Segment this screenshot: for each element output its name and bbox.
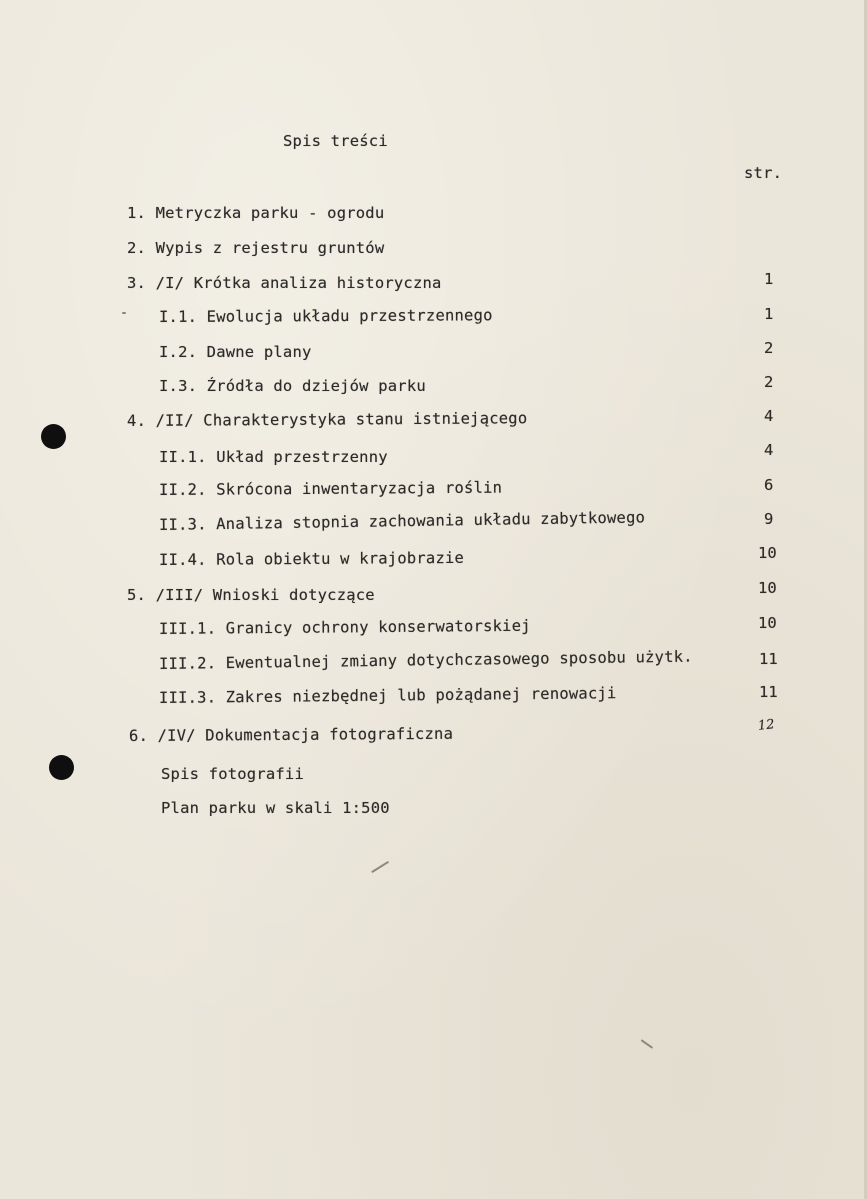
toc-page-number: 2 [764,373,774,391]
toc-entry: II.1. Układ przestrzenny [159,448,388,466]
toc-page-number: 1 [764,305,774,323]
toc-page-number: 10 [758,544,777,562]
toc-entry: II.3. Analiza stopnia zachowania układu zabytkowego [158,508,646,534]
toc-entry: Spis fotografii [161,765,304,783]
toc-page-number-handwritten: 12 [757,717,776,734]
toc-entry: 4. /II/ Charakterystyka stanu istniejącego [126,409,528,430]
paper-mark [641,1039,653,1048]
toc-page-number: 10 [758,579,777,597]
toc-entry: Plan parku w skali 1:500 [161,799,390,817]
toc-entry: 3. /I/ Krótka analiza historyczna [127,274,442,292]
toc-entry: II.4. Rola obiektu w krajobrazie [158,548,465,569]
toc-entry: 1. Metryczka parku - ogrodu [127,204,385,222]
toc-page-number: 6 [764,476,774,494]
toc-entry: III.2. Ewentualnej zmiany dotychczasowego sposobu użytk. [158,647,693,673]
toc-entry: I.3. Źródła do dziejów parku [159,377,426,395]
page-column-header: str. [744,164,783,182]
toc-page-number: 11 [759,683,778,701]
toc-page-number: 10 [758,614,777,632]
punch-hole-top [41,424,66,449]
toc-page-number: 9 [764,510,774,528]
toc-entry: 6. /IV/ Dokumentacja fotograficzna [128,724,454,745]
paper-mark [122,312,126,314]
toc-page-number: 4 [764,407,774,425]
toc-page-number: 1 [764,270,774,288]
toc-entry: III.1. Granicy ochrony konserwatorskiej [158,616,531,638]
punch-hole-bottom [49,755,74,780]
toc-entry: II.2. Skrócona inwentaryzacja roślin [158,478,503,499]
toc-entry: III.3. Zakres niezbędnej lub pożądanej renowacji [158,684,617,707]
toc-entry: I.2. Dawne plany [159,343,312,361]
toc-title: Spis treści [283,132,388,150]
toc-page-number: 11 [759,650,778,668]
toc-entry: I.1. Ewolucja układu przestrzennego [158,306,493,326]
toc-page-number: 4 [764,441,774,459]
toc-entry: 2. Wypis z rejestru gruntów [127,239,385,257]
toc-entry: 5. /III/ Wnioski dotyczące [127,586,375,604]
toc-page-number: 2 [764,339,774,357]
paper-mark [371,861,389,873]
